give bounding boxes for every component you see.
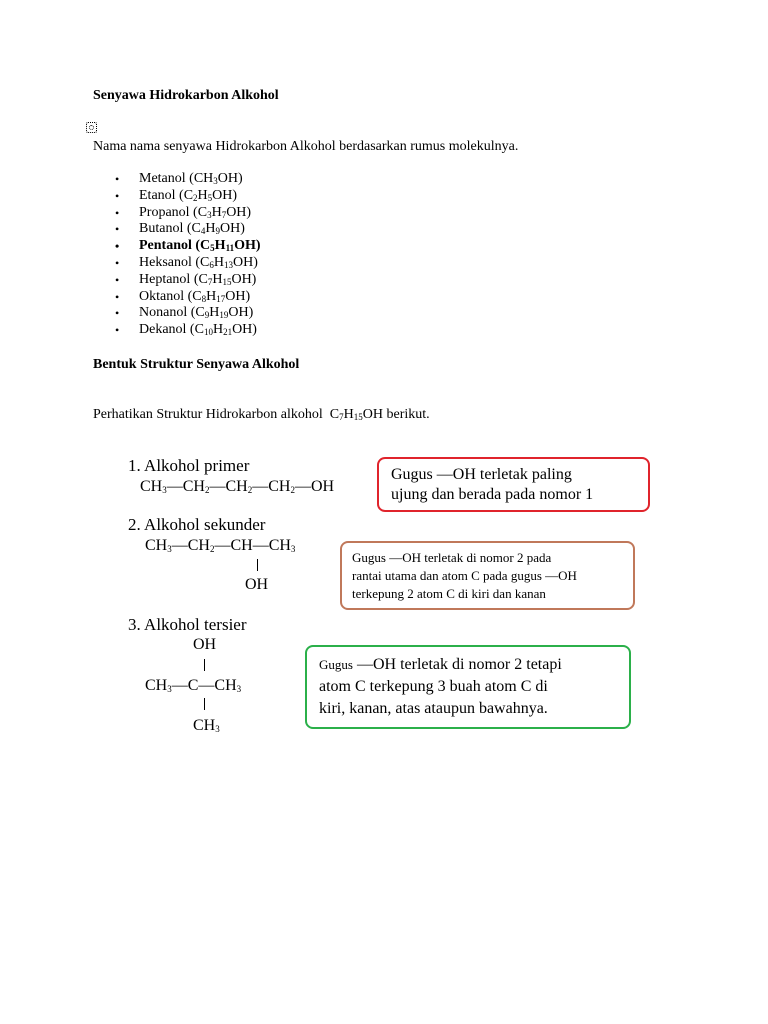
sekunder-bond <box>257 559 258 571</box>
tersier-oh-top: OH <box>193 636 217 653</box>
tersier-note-line1-text: —OH terletak di nomor 2 tetapi <box>356 656 562 673</box>
tersier-bond-top <box>204 659 205 671</box>
list-item-metanol: • Metanol $(CH_3OH)$ <box>115 171 261 188</box>
heading-senyawa-alkohol: Senyawa Hidrokarbon Alkohol <box>93 88 279 103</box>
sekunder-note-line1: Gugus —OH terletak di nomor 2 pada <box>352 549 552 565</box>
list-item-propanol: • Propanol $(C_3H_7OH)$ <box>115 205 261 222</box>
sekunder-note-line2: rantai utama dan atom C pada gugus —OH <box>352 567 577 583</box>
primer-formula: $CH_3—CH_2—CH_2—CH_2—OH$ <box>140 478 335 495</box>
list-item-heksanol: • Heksanol $(C_6H_{13}OH)$ <box>115 255 261 272</box>
tersier-note-line2: atom C terkepung 3 buah atom C di <box>319 678 548 695</box>
object-anchor-icon <box>86 122 97 133</box>
struct-intro-pre: Perhatikan Struktur Hidrokarbon alkohol <box>93 407 323 422</box>
primer-note-line2: ujung dan berada pada nomor 1 <box>391 485 594 503</box>
sekunder-note-line3: terkepung 2 atom C di kiri dan kanan <box>352 585 546 601</box>
list-item-oktanol: • Oktanol $(C_8H_{17}OH)$ <box>115 289 261 306</box>
sekunder-title: 2. Alkohol sekunder <box>128 515 266 534</box>
tersier-bond-bottom <box>204 698 205 710</box>
heading-bentuk-struktur: Bentuk Struktur Senyawa Alkohol <box>93 357 300 372</box>
sekunder-note-box <box>340 541 635 610</box>
sekunder-oh-branch: OH <box>245 576 269 593</box>
tersier-note-line3: kiri, kanan, atas ataupun bawahnya. <box>319 700 548 717</box>
tersier-title: 3. Alkohol tersier <box>128 615 247 634</box>
list-item-dekanol: • Dekanol $(C_{10}H_{21}OH)$ <box>115 322 261 339</box>
alcohol-list <box>115 171 261 339</box>
list-item-heptanol: • Heptanol $(C_7H_{15}OH)$ <box>115 272 261 289</box>
list-item-butanol: • Butanol $(C_4H_9OH)$ <box>115 221 261 238</box>
primer-note-line1: Gugus —OH terletak paling <box>391 465 572 483</box>
tersier-ch3-bottom: $CH_3$ <box>193 717 220 734</box>
tersier-formula: $CH_3—C—CH_3$ <box>145 677 242 694</box>
list-item-etanol: • Etanol $(C_2H_5OH)$ <box>115 188 261 205</box>
primer-note-box <box>377 457 650 512</box>
list-item-nonanol: • Nonanol $(C_9H_{19}OH)$ <box>115 305 261 322</box>
tersier-note-line1 <box>319 654 562 676</box>
struct-intro-formula: $C_7H_{15}OH$ <box>329 407 383 422</box>
struct-intro-post: berikut. <box>386 407 430 422</box>
primer-title: 1. Alkohol primer <box>128 456 250 475</box>
tersier-note-box <box>305 645 631 729</box>
list-item-pentanol: • Pentanol $(C_5H_{11}OH)$ <box>115 238 261 255</box>
intro-text: Nama nama senyawa Hidrokarbon Alkohol berdasarkan rumus molekulnya. <box>93 139 519 154</box>
tersier-note-prefix: Gugus <box>319 657 353 672</box>
sekunder-formula: $CH_3—CH_2—CH—CH_3$ <box>145 537 296 554</box>
struct-intro-text <box>93 407 430 423</box>
